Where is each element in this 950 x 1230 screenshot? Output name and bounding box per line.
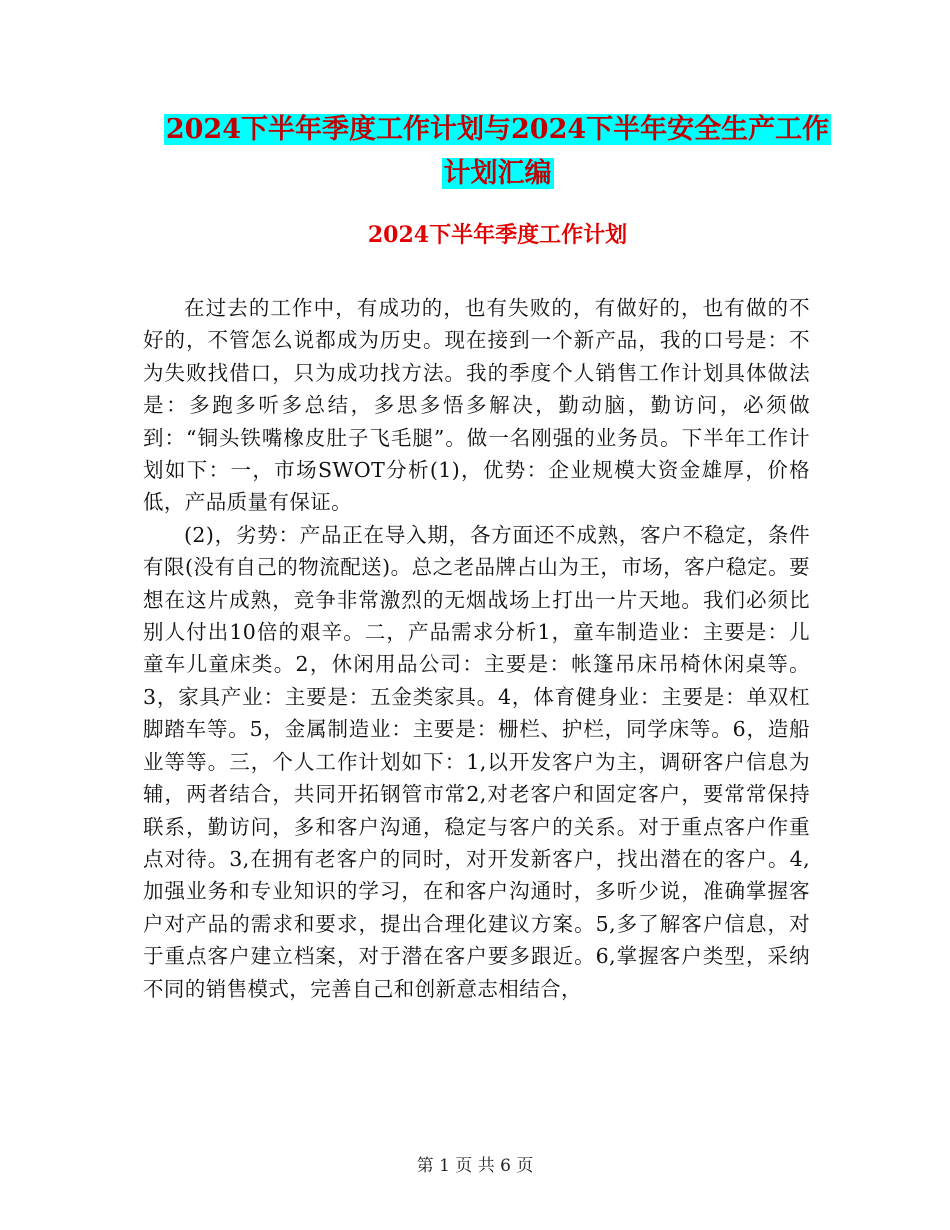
- document-title-line-1: 2024下半年季度工作计划与2024下半年安全生产工作: [165, 114, 830, 145]
- document-title-line-2: 计划汇编: [443, 158, 552, 189]
- section-title: 2024下半年季度工作计划: [367, 222, 628, 248]
- paragraph: (2)，劣势：产品正在导入期，各方面还不成熟，客户不稳定，条件有限(没有自己的物流配送)。总之老品牌占山为王，市场，客户稳定。要想在这片成熟，竞争非常激烈的无烟战场上打出一片天地。我们必须比别人付出10倍的艰辛。二，产品需求分析1，童车制造业：主要是：儿童车儿童床类。2，休闲用品公司：主要是：帐篷吊床吊椅休闲桌等。3，家具产业：主要是：五金类家具。4，体育健身业：主要是：单双杠脚踏车等。5，金属制造业：主要是：栅栏、护栏，同学床等。6，造船业等等。三，个人工作计划如下：1,以开发客户为主，调研客户信息为辅，两者结合，共同开拓钢管市常2,对老客户和固定客户，要常常保持联系，勤访问，多和客户沟通，稳定与客户的关系。对于重点客户作重点对待。3,在拥有老客户的同时，对开发新客户，找出潜在的客户。4,加强业务和专业知识的学习，在和客户沟通时，多听少说，准确掌握客户对产品的需求和要求，提出合理化建议方案。5,多了解客户信息，对于重点客户建立档案，对于潜在客户要多跟近。6,掌握客户类型，采纳不同的销售模式，完善自己和创新意志相结合，: [143, 522, 810, 1001]
- paragraph: 在过去的工作中，有成功的，也有失败的，有做好的，也有做的不好的，不管怎么说都成为历史。现在接到一个新产品，我的口号是：不为失败找借口，只为成功找方法。我的季度个人销售工作计划具体做法是：多跑多听多总结，多思多悟多解决，勤动脑，勤访问，必须做到：“铜头铁嘴橡皮肚子飞毛腿”。做一名刚强的业务员。下半年工作计划如下：一，市场SWOT分析(1)，优势：企业规模大资金雄厚，价格低，产品质量有保证。: [143, 296, 810, 515]
- page-number-footer: 第 1 页 共 6 页: [416, 1156, 534, 1176]
- body-text: [143, 292, 810, 1005]
- document-title: [140, 108, 855, 196]
